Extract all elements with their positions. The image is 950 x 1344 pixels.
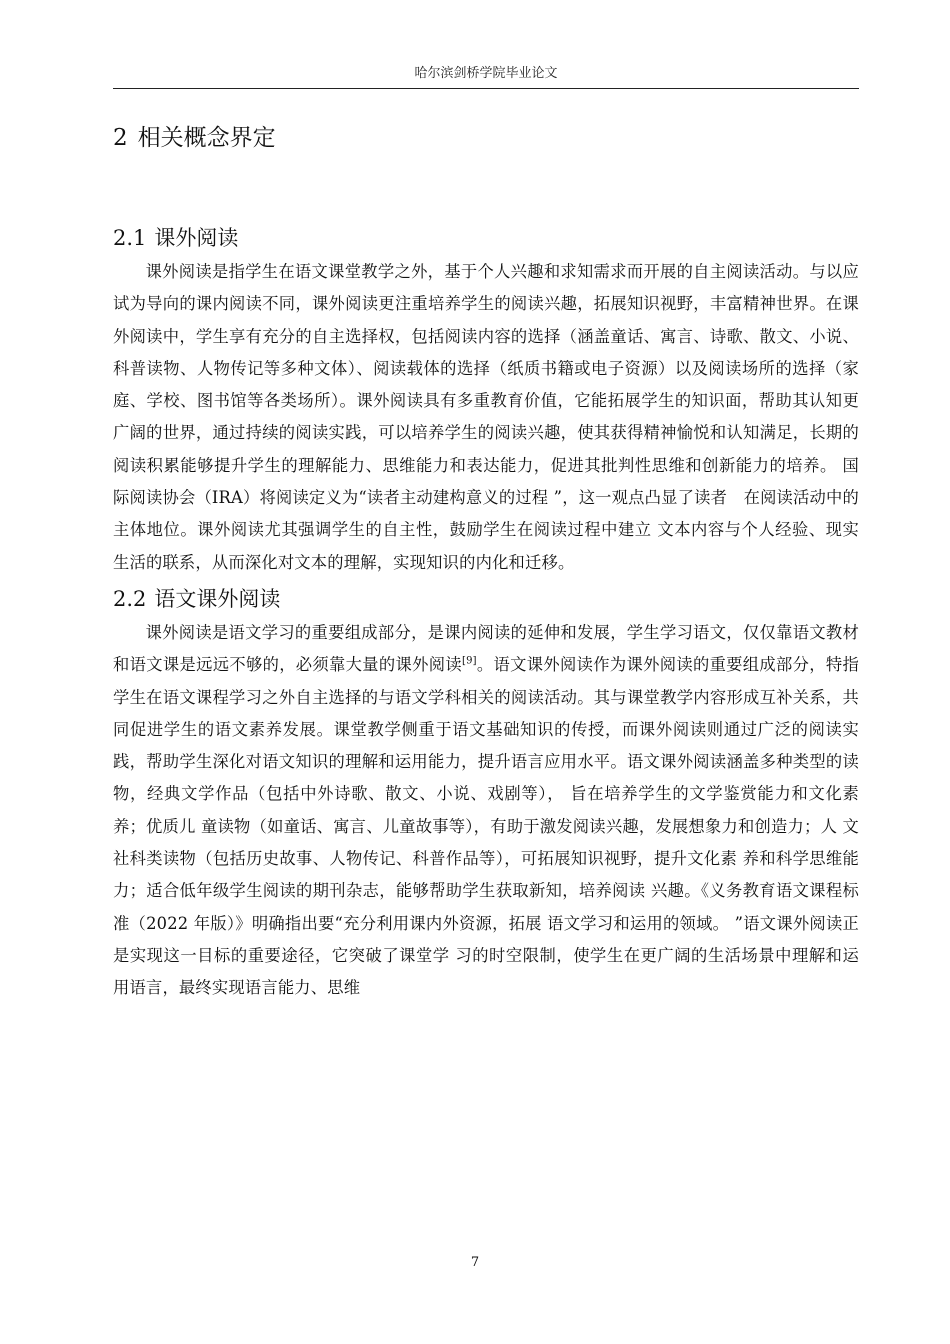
paragraph-text: 。语文课外阅读作为课外阅读的重要组成部分，特指学生在语文课程学习之外自主选择的与语文学科相关的阅读活动。其与课堂教学内容形成互补关系，共同促进学生的语文素养发展。课堂教学侧重于语文基础知识的传授，而课外阅读则通过广泛的阅读实践，帮助学生深化对语文知识的理解和运用能力，提升语言应用水平。语文课外阅读涵盖多种类型的读物，经典文学作品（包括中外诗歌、散文、小说、戏剧等）， 旨在培养学生的文学鉴赏能力和文化素养；优质儿 童读物（如童话、寓言、儿童故事等），有助于激发阅读兴趣，发展想象力和创造力；人 文社科类读物（包括历史故事、人物传记、科普作品等），可拓展知识视野，提升文化素 养和科学思维能力；适合低年级学生阅读的期刊杂志，能够帮助学生获取新知，培养阅读 兴趣。《义务教育语文课程标准（2022 年版）》明确指出要“充分利用课内外资源，拓展 语文学习和运用的领域。 ”语文课外阅读正是实现这一目标的重要途径，它突破了课堂学 习的时空限制，使学生在更广阔的生活场景中理解和运用语言，最终实现语言能力、思维 — [113, 655, 859, 998]
running-header: 哈尔滨剑桥学院毕业论文 — [414, 66, 558, 81]
header-rule — [113, 88, 859, 89]
chapter-number: 2 — [113, 125, 128, 151]
section-heading-2-2 — [113, 581, 859, 617]
section-heading-2-1 — [113, 220, 859, 256]
page-body — [113, 118, 859, 1005]
section-number: 2.2 — [113, 586, 147, 611]
citation-reference[interactable]: [9] — [462, 655, 477, 667]
chapter-heading — [113, 118, 859, 158]
chapter-title: 相关概念界定 — [137, 125, 276, 151]
section-2-1-paragraph: 课外阅读是指学生在语文课堂教学之外，基于个人兴趣和求知需求而开展的自主阅读活动。与以应试为导向的课内阅读不同，课外阅读更注重培养学生的阅读兴趣，拓展知识视野，丰富精神世界。在课外阅读中，学生享有充分的自主选择权，包括阅读内容的选择（涵盖童话、寓言、诗歌、散文、小说、科普读物、人物传记等多种文体）、阅读载体的选择（纸质书籍或电子资源）以及阅读场所的选择（家庭、学校、图书馆等各类场所）。课外阅读具有多重教育价值，它能拓展学生的知识面，帮助其认知更广阔的世界，通过持续的阅读实践，可以培养学生的阅读兴趣，使其获得精神愉悦和认知满足，长期的阅读积累能够提升学生的理解能力、思维能力和表达能力，促进其批判性思维和创新能力的培养。 国际阅读协会（IRA）将阅读定义为“读者主动建构意义的过程 ”，这一观点凸显了读者 在阅读活动中的主体地位。课外阅读尤其强调学生的自主性，鼓励学生在阅读过程中建立 文本内容与个人经验、现实生活的联系，从而深化对文本的理解，实现知识的内化和迁移。 — [113, 262, 859, 572]
section-title: 语文课外阅读 — [154, 586, 281, 611]
section-title: 课外阅读 — [154, 226, 239, 250]
page-number: 7 — [470, 1255, 480, 1270]
paragraph-text: 课外阅读是语文学习的重要组成部分，是课内阅读的延伸和发展，学生学习语文，仅仅靠语文教材和语文课是远远不够的，必须靠大量的课外阅读 — [113, 622, 859, 675]
section-2-2-paragraph — [113, 617, 859, 1005]
section-number: 2.1 — [113, 226, 147, 250]
